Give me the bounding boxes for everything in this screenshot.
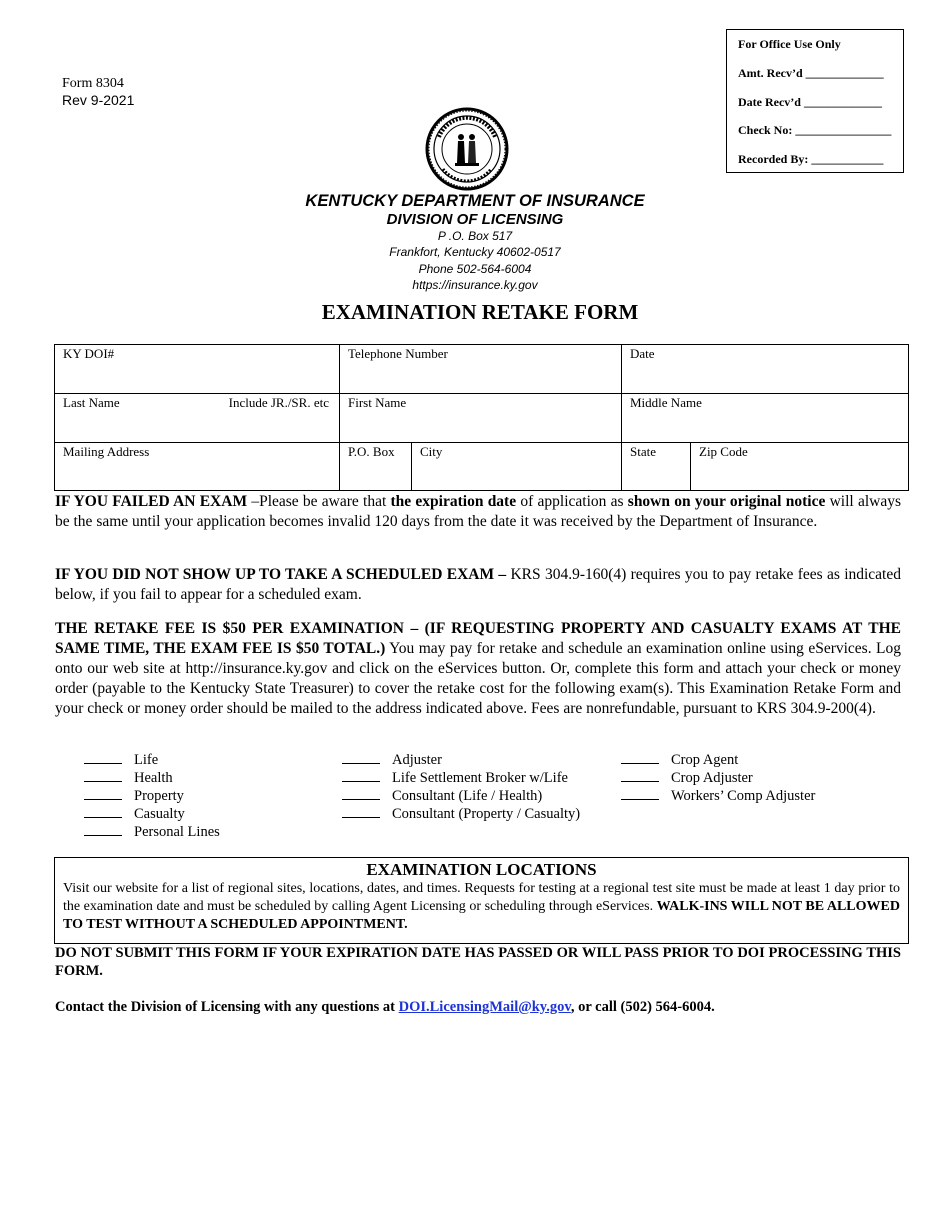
exam-checkbox-blank[interactable] [621,787,659,800]
exam-list-column-1 [84,751,220,841]
contact-prefix: Contact the Division of Licensing with any questions at [55,999,399,1015]
telephone-field[interactable] [340,345,622,394]
failed-text-1: –Please be aware that [247,493,391,510]
office-amount-received: Amt. Recv’d _____________ [738,66,884,80]
contact-line [55,998,901,1016]
exam-option-label: Consultant (Life / Health) [392,788,543,804]
exam-option [621,769,815,787]
contact-email-link[interactable]: DOI.LicensingMail@ky.gov [398,999,571,1015]
exam-option [84,769,220,787]
po-box-field[interactable] [340,443,412,490]
telephone-label: Telephone Number [348,346,448,361]
locations-text: Visit our website for a list of regional sites, locations, dates, and times. Requests for testing at a regional test site must be made at least 1 day prior to the examination date and must be scheduled by calling Agent Licensing or scheduling through eServices. [63,881,900,914]
exam-checkbox-blank[interactable] [84,769,122,782]
contact-suffix: , or call (502) 564-6004. [570,999,715,1015]
exam-option-label: Casualty [134,806,185,822]
exam-checkbox-blank[interactable] [621,751,659,764]
ky-doi-field[interactable] [55,345,340,394]
failed-bold-2: shown on your original notice [627,493,826,510]
form-number: Form 8304 [62,76,124,91]
agency-website: https://insurance.ky.gov [412,278,538,292]
po-box-label: P.O. Box [348,444,395,459]
locations-body [63,880,900,934]
exam-option-label: Life Settlement Broker w/Life [392,770,568,786]
department-name: KENTUCKY DEPARTMENT OF INSURANCE [305,192,645,210]
kentucky-seal-icon [425,107,509,191]
failed-lead: IF YOU FAILED AN EXAM [55,493,248,510]
form-id [62,75,134,109]
exam-option-label: Workers’ Comp Adjuster [671,788,816,804]
locations-title: EXAMINATION LOCATIONS [366,860,597,879]
exam-option [342,751,580,769]
exam-option [342,769,580,787]
expiration-warning: DO NOT SUBMIT THIS FORM IF YOUR EXPIRATION DATE HAS PASSED OR WILL PASS PRIOR TO DOI PROCESSING THIS FORM. [55,945,901,979]
exam-list-column-2 [342,751,580,823]
exam-option [621,751,815,769]
exam-option-label: Health [134,770,173,786]
office-use-box [726,29,904,173]
failed-text-3: will always be the same until your application becomes invalid 120 days from the date it was received by the Department of Insurance. [55,493,901,530]
exam-checkbox-blank[interactable] [621,769,659,782]
last-name-field[interactable] [55,394,340,443]
applicant-info-grid [54,344,909,491]
fee-lead: THE RETAKE FEE IS $50 PER EXAMINATION – (IF REQUESTING PROPERTY AND CASUALTY EXAMS AT THE SAME TIME, THE EXAM FEE IS $50 TOTAL.) [55,620,901,657]
exam-option-label: Consultant (Property / Casualty) [392,806,581,822]
division-name: DIVISION OF LICENSING [386,211,564,228]
agency-phone: Phone 502-564-6004 [418,262,532,276]
exam-option-label: Crop Adjuster [671,770,753,786]
exam-option-label: Property [134,788,184,804]
exam-checkbox-blank[interactable] [342,805,380,818]
form-revision: Rev 9-2021 [62,92,135,108]
ky-doi-label: KY DOI# [63,346,115,361]
suffix-note: Include JR./SR. etc [228,395,329,410]
office-use-title: For Office Use Only [738,37,841,51]
date-field[interactable] [622,345,908,394]
agency-header [0,192,950,293]
examination-locations-box [54,857,909,944]
office-check-number: Check No: ________________ [738,123,892,137]
exam-checkbox-blank[interactable] [342,787,380,800]
exam-checkbox-blank[interactable] [84,823,122,836]
exam-list-column-3 [621,751,815,805]
state-field[interactable] [622,443,691,490]
form-title: EXAMINATION RETAKE FORM [321,300,639,324]
last-name-label: Last Name [63,395,120,410]
exam-option-label: Life [134,752,159,768]
exam-checkbox-blank[interactable] [84,751,122,764]
exam-option [342,805,580,823]
exam-checkbox-blank[interactable] [342,769,380,782]
mailing-address-label: Mailing Address [63,444,150,459]
failed-bold-1: the expiration date [390,493,517,510]
failed-text-2: of application as [516,493,628,510]
middle-name-label: Middle Name [630,395,702,410]
exam-option [621,787,815,805]
exam-option [342,787,580,805]
first-name-field[interactable] [340,394,622,443]
no-show-text: KRS 304.9-160(4) requires you to pay retake fees as indicated below, if you fail to appear for a scheduled exam. [55,566,901,603]
agency-city: Frankfort, Kentucky 40602-0517 [389,245,561,259]
exam-checkbox-blank[interactable] [84,805,122,818]
city-label: City [420,444,443,459]
agency-po-box: P .O. Box 517 [437,229,513,243]
exam-option-label: Crop Agent [671,752,739,768]
fee-paragraph [55,619,901,719]
failed-exam-paragraph [55,492,901,532]
exam-checkbox-blank[interactable] [342,751,380,764]
zip-field[interactable] [691,443,908,490]
exam-checkbox-blank[interactable] [84,787,122,800]
fee-text: You may pay for retake and schedule an examination online using eServices. Log onto our web site at http://insurance.ky.gov and click on the eServices button. Or, complete this form and attach your check or money order (payable to the Kentucky State Treasurer) to cover the retake cost for the following exam(s). This Examination Retake Form and your check or money order should be mailed to the address indicated above. Fees are nonrefundable, pursuant to KRS 304.9-200(4). [55,640,901,717]
first-name-label: First Name [348,395,407,410]
locations-walkin-warning: WALK-INS WILL NOT BE ALLOWED TO TEST WITHOUT A SCHEDULED APPOINTMENT. [63,899,900,932]
exam-option [84,751,220,769]
zip-label: Zip Code [699,444,748,459]
exam-option-label: Personal Lines [134,824,220,840]
city-field[interactable] [412,443,622,490]
exam-option [84,823,220,841]
date-label: Date [630,346,655,361]
exam-option [84,805,220,823]
exam-option-label: Adjuster [392,752,442,768]
office-date-received: Date Recv’d _____________ [738,94,882,109]
exam-option [84,787,220,805]
no-show-paragraph [55,565,901,605]
no-show-lead: IF YOU DID NOT SHOW UP TO TAKE A SCHEDULED EXAM – [55,566,507,583]
middle-name-field[interactable] [622,394,908,443]
state-label: State [630,444,656,459]
office-recorded-by: Recorded By: ____________ [738,151,884,166]
mailing-address-field[interactable] [55,443,340,490]
